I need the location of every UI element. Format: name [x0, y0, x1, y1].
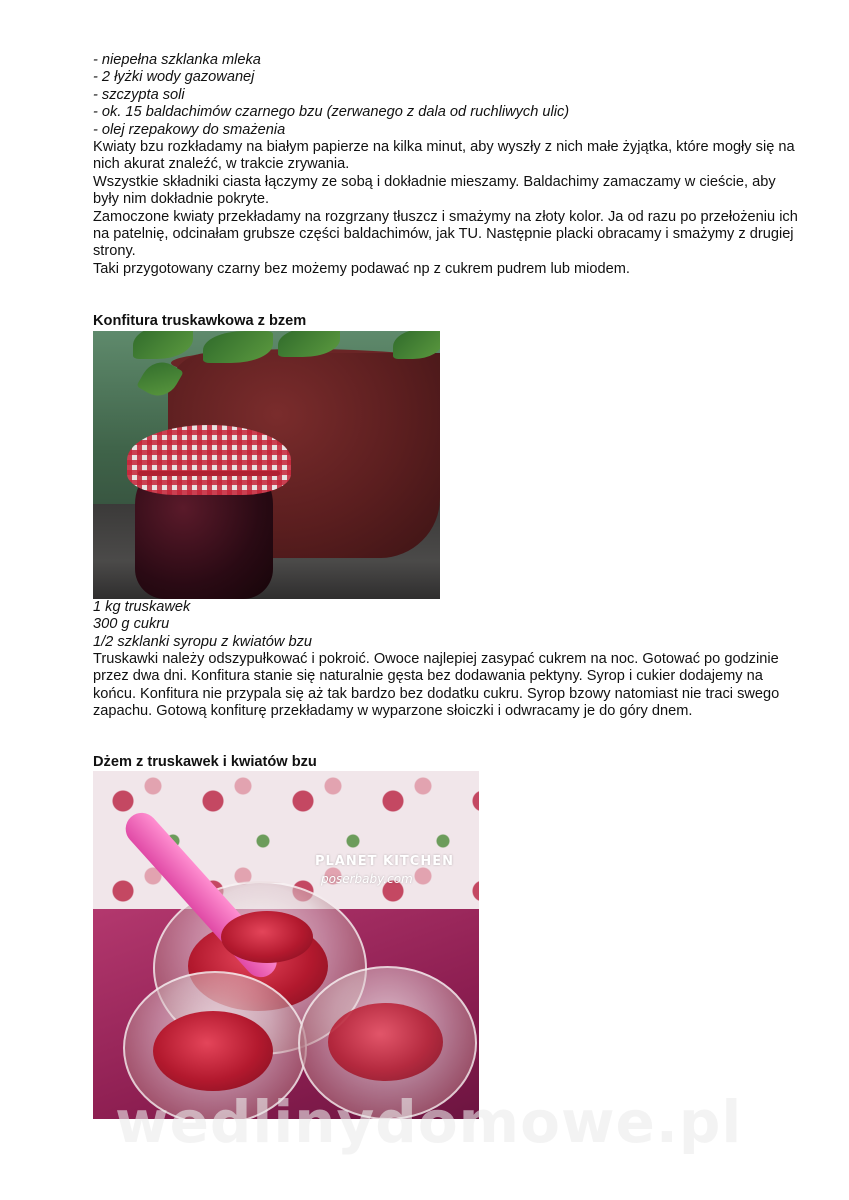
ingredient-list-intro [93, 52, 799, 139]
paragraph: Wszystkie składniki ciasta łączymy ze sobą i dokładnie mieszamy. Baldachimy zamaczamy w cieście, aby były nim dokładnie pokryte. [93, 173, 776, 208]
photo-strawberry-jam-jar [93, 331, 440, 599]
list-item: - olej rzepakowy do smażenia [93, 121, 286, 138]
photo-brand-sub-label: poserbaby.com [321, 871, 413, 886]
list-item: 300 g cukru [93, 616, 170, 633]
paragraph: Kwiaty bzu rozkładamy na białym papierze na kilka minut, aby wyszły z nich małe żyjątka, które mogły się na nich akurat znaleźć, w trakcie zrywania. [93, 139, 795, 173]
document-page [93, 52, 799, 1119]
list-item: 1 kg truskawek [93, 598, 191, 615]
list-item: - niepełna szklanka mleka [93, 52, 261, 68]
list-item: - szczypta soli [93, 86, 185, 103]
paragraph: Truskawki należy odszypułkować i pokroić. Owoce najlepiej zasypać cukrem na noc. Gotować po godzinie przez dwa dni. Konfitura stanie się naturalnie gęsta bez dodawania pektyny. Syrop i cukier dodajemy na końcu. Konfitura nie przypala się aż tak bardzo bez dodatku cukru. Syrop bzowy natomiast nie traci swego zapachu. Gotową konfiturę przekładamy w wyparzone słoiczki i odwracamy je do góry dnem. [93, 650, 780, 720]
list-item: - 2 łyżki wody gazowanej [93, 69, 255, 86]
ingredient-list-konfitura [93, 599, 799, 651]
list-item: 1/2 szklanki syropu z kwiatów bzu [93, 633, 312, 650]
paragraph: Taki przygotowany czarny bez możemy podawać np z cukrem pudrem lub miodem. [93, 260, 630, 277]
section-heading-konfitura: Konfitura truskawkowa z bzem [93, 313, 307, 330]
watermark: wedlinydomowe.pl [115, 1088, 743, 1156]
section-heading-dzem: Dżem z truskawek i kwiatów bzu [93, 753, 317, 770]
list-item: - ok. 15 baldachimów czarnego bzu (zerwanego z dala od ruchliwych ulic) [93, 104, 570, 121]
photo-brand-label: PLANET KITCHEN [315, 853, 454, 869]
paragraph: Zamoczone kwiaty przekładamy na rozgrzany tłuszcz i smażymy na złoty kolor. Ja od razu po przełożeniu ich na patelnię, odcinałam grubsze części baldachimów, jak TU. Następnie placki obracamy i smażymy z drugiej strony. [93, 208, 798, 260]
photo-strawberry-elderflower-jam [93, 771, 479, 1119]
